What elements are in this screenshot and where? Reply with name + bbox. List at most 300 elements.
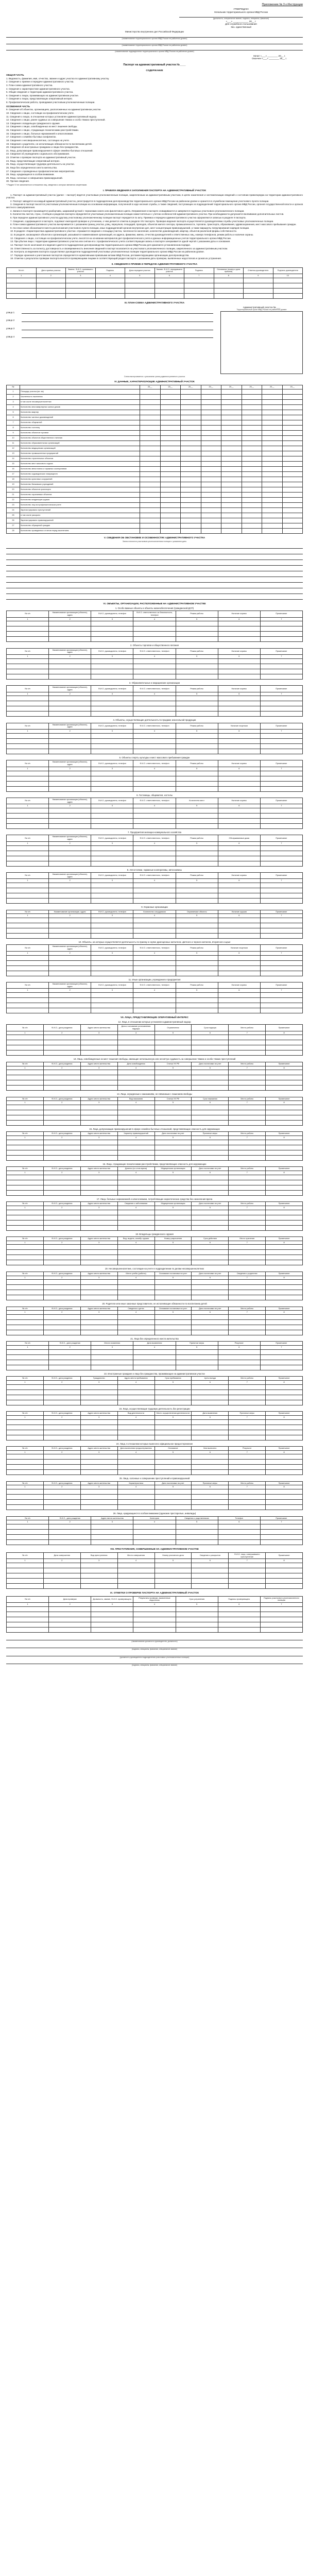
table-cell[interactable]: [154, 1080, 192, 1086]
table-cell[interactable]: [125, 278, 155, 283]
table-cell[interactable]: [49, 808, 91, 814]
table-cell[interactable]: [201, 410, 221, 415]
table-cell[interactable]: [140, 446, 161, 451]
table-cell[interactable]: [140, 425, 161, 430]
table-cell[interactable]: [221, 477, 242, 482]
table-cell[interactable]: [154, 1425, 192, 1430]
table-cell[interactable]: [218, 1530, 260, 1535]
table-cell[interactable]: [242, 523, 262, 528]
table-cell[interactable]: [49, 934, 91, 939]
table-cell[interactable]: [154, 1315, 192, 1320]
table-cell[interactable]: [7, 1110, 44, 1115]
table-cell[interactable]: [117, 1290, 154, 1295]
table-cell[interactable]: [160, 389, 181, 394]
table-cell[interactable]: [91, 899, 133, 904]
table-cell[interactable]: [282, 492, 303, 497]
table-cell[interactable]: [221, 513, 242, 518]
table-cell[interactable]: [266, 1070, 303, 1075]
table-cell[interactable]: [218, 1622, 260, 1627]
table-cell[interactable]: [7, 1210, 44, 1215]
table-cell[interactable]: [242, 487, 262, 492]
table-cell[interactable]: [221, 415, 242, 420]
table-cell[interactable]: [7, 1325, 44, 1330]
table-cell[interactable]: [266, 1295, 303, 1300]
table-cell[interactable]: [176, 711, 218, 717]
table-cell[interactable]: [262, 451, 283, 456]
table-cell[interactable]: [160, 420, 181, 425]
table-cell[interactable]: [49, 674, 91, 679]
table-cell[interactable]: [282, 394, 303, 399]
table-cell[interactable]: [80, 1220, 117, 1225]
table-cell[interactable]: [266, 1495, 303, 1500]
table-cell[interactable]: [7, 1045, 44, 1050]
table-cell[interactable]: [7, 1145, 44, 1150]
table-cell[interactable]: [192, 1260, 229, 1265]
table-cell[interactable]: [282, 430, 303, 435]
table-cell[interactable]: [43, 1245, 80, 1250]
table-cell[interactable]: [176, 899, 218, 904]
table-cell[interactable]: [95, 293, 125, 298]
table-cell[interactable]: [43, 1563, 80, 1568]
table-cell[interactable]: [133, 814, 176, 819]
table-cell[interactable]: [229, 1425, 266, 1430]
table-cell[interactable]: [192, 1115, 229, 1121]
table-cell[interactable]: [80, 1505, 117, 1510]
table-cell[interactable]: [140, 430, 161, 435]
table-cell[interactable]: [7, 1606, 49, 1612]
table-cell[interactable]: [49, 1612, 91, 1617]
table-cell[interactable]: [154, 1505, 192, 1510]
table-cell[interactable]: [260, 934, 302, 939]
table-cell[interactable]: [91, 664, 133, 669]
table-cell[interactable]: [80, 1086, 117, 1091]
table-cell[interactable]: [117, 1325, 154, 1330]
table-cell[interactable]: [80, 1280, 117, 1285]
table-cell[interactable]: [192, 1121, 229, 1126]
table-cell[interactable]: [43, 1295, 80, 1300]
table-cell[interactable]: [192, 1215, 229, 1220]
table-cell[interactable]: [117, 1384, 154, 1389]
table-cell[interactable]: [66, 283, 96, 288]
table-cell[interactable]: [91, 1627, 133, 1632]
table-cell[interactable]: [43, 1568, 80, 1573]
table-cell[interactable]: [7, 706, 49, 711]
table-cell[interactable]: [140, 528, 161, 533]
table-cell[interactable]: [43, 1255, 80, 1260]
table-cell[interactable]: [229, 1470, 266, 1475]
table-cell[interactable]: [201, 492, 221, 497]
table-cell[interactable]: [262, 389, 283, 394]
table-cell[interactable]: [43, 1075, 80, 1080]
table-cell[interactable]: [80, 1190, 117, 1195]
table-cell[interactable]: [242, 471, 262, 477]
table-cell[interactable]: [192, 1040, 229, 1045]
table-cell[interactable]: [176, 1627, 218, 1632]
table-cell[interactable]: [133, 819, 176, 824]
table-cell[interactable]: [91, 893, 133, 899]
table-cell[interactable]: [266, 1454, 303, 1460]
table-cell[interactable]: [7, 1500, 44, 1505]
table-cell[interactable]: [282, 425, 303, 430]
table-cell[interactable]: [117, 1086, 154, 1091]
table-cell[interactable]: [7, 632, 49, 637]
table-cell[interactable]: [80, 1115, 117, 1121]
table-cell[interactable]: [91, 637, 133, 642]
table-cell[interactable]: [49, 658, 91, 664]
table-cell[interactable]: [229, 1280, 266, 1285]
table-cell[interactable]: [117, 1245, 154, 1250]
table-cell[interactable]: [7, 1080, 44, 1086]
table-cell[interactable]: [176, 861, 218, 866]
table-cell[interactable]: [154, 1110, 192, 1115]
table-cell[interactable]: [133, 893, 176, 899]
table-cell[interactable]: [266, 1175, 303, 1180]
table-cell[interactable]: [260, 814, 302, 819]
table-cell[interactable]: [117, 1260, 154, 1265]
table-cell[interactable]: [160, 440, 181, 446]
table-cell[interactable]: [95, 283, 125, 288]
table-cell[interactable]: [80, 1500, 117, 1505]
table-cell[interactable]: [117, 1400, 154, 1405]
table-cell[interactable]: [262, 420, 283, 425]
table-cell[interactable]: [260, 1524, 302, 1530]
table-cell[interactable]: [117, 1080, 154, 1086]
table-cell[interactable]: [218, 674, 260, 679]
table-cell[interactable]: [218, 993, 260, 998]
table-cell[interactable]: [214, 278, 244, 283]
table-cell[interactable]: [160, 425, 181, 430]
table-cell[interactable]: [218, 733, 260, 738]
table-cell[interactable]: [181, 415, 201, 420]
table-cell[interactable]: [117, 1255, 154, 1260]
table-cell[interactable]: [221, 518, 242, 523]
table-cell[interactable]: [176, 993, 218, 998]
table-cell[interactable]: [201, 389, 221, 394]
table-cell[interactable]: [242, 410, 262, 415]
table-cell[interactable]: [49, 1003, 91, 1008]
table-cell[interactable]: [218, 776, 260, 781]
table-cell[interactable]: [192, 1384, 229, 1389]
table-cell[interactable]: [218, 1617, 260, 1622]
table-cell[interactable]: [154, 278, 184, 283]
table-cell[interactable]: [91, 771, 133, 776]
table-cell[interactable]: [133, 1008, 176, 1013]
table-cell[interactable]: [282, 523, 303, 528]
table-cell[interactable]: [242, 507, 262, 513]
table-cell[interactable]: [192, 1573, 229, 1578]
table-cell[interactable]: [91, 711, 133, 717]
table-cell[interactable]: [218, 861, 260, 866]
table-cell[interactable]: [140, 404, 161, 410]
table-cell[interactable]: [266, 1430, 303, 1435]
table-cell[interactable]: [221, 435, 242, 440]
table-cell[interactable]: [229, 1384, 266, 1389]
table-cell[interactable]: [176, 851, 218, 856]
table-cell[interactable]: [80, 1425, 117, 1430]
table-cell[interactable]: [154, 1220, 192, 1225]
table-cell[interactable]: [181, 435, 201, 440]
table-cell[interactable]: [7, 1425, 44, 1430]
table-cell[interactable]: [176, 749, 218, 754]
table-cell[interactable]: [282, 404, 303, 410]
table-cell[interactable]: [160, 451, 181, 456]
table-cell[interactable]: [260, 711, 302, 717]
table-cell[interactable]: [7, 1290, 44, 1295]
table-cell[interactable]: [221, 420, 242, 425]
table-cell[interactable]: [176, 893, 218, 899]
table-cell[interactable]: [140, 523, 161, 528]
table-cell[interactable]: [218, 814, 260, 819]
table-cell[interactable]: [218, 658, 260, 664]
table-cell[interactable]: [218, 738, 260, 743]
table-cell[interactable]: [244, 293, 273, 298]
table-cell[interactable]: [176, 856, 218, 861]
table-cell[interactable]: [266, 1489, 303, 1495]
table-cell[interactable]: [117, 1505, 154, 1510]
table-cell[interactable]: [43, 1260, 80, 1265]
table-cell[interactable]: [229, 1400, 266, 1405]
table-cell[interactable]: [244, 288, 273, 293]
table-cell[interactable]: [154, 1145, 192, 1150]
table-cell[interactable]: [80, 1285, 117, 1290]
table-cell[interactable]: [262, 497, 283, 502]
table-cell[interactable]: [266, 1419, 303, 1425]
table-cell[interactable]: [7, 674, 49, 679]
table-cell[interactable]: [266, 1140, 303, 1145]
table-cell[interactable]: [218, 851, 260, 856]
table-cell[interactable]: [154, 1225, 192, 1230]
table-cell[interactable]: [7, 1190, 44, 1195]
table-cell[interactable]: [154, 1495, 192, 1500]
table-cell[interactable]: [49, 856, 91, 861]
table-cell[interactable]: [133, 637, 176, 642]
table-cell[interactable]: [192, 1505, 229, 1510]
table-cell[interactable]: [242, 482, 262, 487]
table-cell[interactable]: [80, 1150, 117, 1155]
table-cell[interactable]: [140, 466, 161, 471]
table-cell[interactable]: [176, 1540, 218, 1545]
table-cell[interactable]: [192, 1035, 229, 1040]
table-cell[interactable]: [80, 1185, 117, 1190]
table-cell[interactable]: [218, 965, 260, 971]
table-cell[interactable]: [244, 278, 273, 283]
table-cell[interactable]: [154, 1175, 192, 1180]
table-cell[interactable]: [282, 477, 303, 482]
table-cell[interactable]: [242, 389, 262, 394]
table-cell[interactable]: [260, 781, 302, 786]
table-cell[interactable]: [36, 283, 66, 288]
table-cell[interactable]: [266, 1315, 303, 1320]
table-cell[interactable]: [80, 1315, 117, 1320]
table-cell[interactable]: [49, 781, 91, 786]
table-cell[interactable]: [91, 1354, 133, 1360]
table-cell[interactable]: [133, 786, 176, 791]
table-cell[interactable]: [154, 1215, 192, 1220]
table-cell[interactable]: [80, 1045, 117, 1050]
table-cell[interactable]: [7, 1349, 49, 1354]
table-cell[interactable]: [133, 851, 176, 856]
table-cell[interactable]: [176, 814, 218, 819]
table-cell[interactable]: [43, 1220, 80, 1225]
table-cell[interactable]: [201, 430, 221, 435]
table-cell[interactable]: [43, 1150, 80, 1155]
table-cell[interactable]: [176, 1360, 218, 1365]
table-cell[interactable]: [176, 998, 218, 1003]
table-cell[interactable]: [266, 1465, 303, 1470]
table-cell[interactable]: [80, 1040, 117, 1045]
table-cell[interactable]: [7, 786, 49, 791]
table-cell[interactable]: [117, 1121, 154, 1126]
table-cell[interactable]: [117, 1215, 154, 1220]
table-cell[interactable]: [7, 808, 49, 814]
table-cell[interactable]: [133, 971, 176, 976]
table-cell[interactable]: [160, 415, 181, 420]
table-cell[interactable]: [43, 1035, 80, 1040]
table-cell[interactable]: [192, 1045, 229, 1050]
table-cell[interactable]: [154, 1578, 192, 1583]
table-cell[interactable]: [80, 1460, 117, 1465]
table-cell[interactable]: [154, 1460, 192, 1465]
table-cell[interactable]: [91, 998, 133, 1003]
table-cell[interactable]: [7, 1395, 44, 1400]
table-cell[interactable]: [218, 664, 260, 669]
table-cell[interactable]: [7, 278, 37, 283]
table-cell[interactable]: [176, 955, 218, 960]
table-cell[interactable]: [229, 1215, 266, 1220]
table-cell[interactable]: [192, 1150, 229, 1155]
table-cell[interactable]: [229, 1315, 266, 1320]
table-cell[interactable]: [266, 1040, 303, 1045]
table-cell[interactable]: [43, 1290, 80, 1295]
table-cell[interactable]: [282, 461, 303, 466]
table-cell[interactable]: [260, 1540, 302, 1545]
ruled-line[interactable]: [6, 585, 303, 588]
ruled-line[interactable]: [6, 579, 303, 583]
table-cell[interactable]: [229, 1050, 266, 1056]
table-cell[interactable]: [266, 1035, 303, 1040]
table-cell[interactable]: [7, 1180, 44, 1185]
table-cell[interactable]: [133, 743, 176, 749]
table-cell[interactable]: [229, 1045, 266, 1050]
table-cell[interactable]: [262, 523, 283, 528]
table-cell[interactable]: [176, 621, 218, 626]
table-cell[interactable]: [43, 1140, 80, 1145]
table-cell[interactable]: [260, 1530, 302, 1535]
table-cell[interactable]: [218, 960, 260, 965]
table-cell[interactable]: [262, 425, 283, 430]
table-cell[interactable]: [7, 771, 49, 776]
table-cell[interactable]: [266, 1435, 303, 1440]
table-cell[interactable]: [133, 928, 176, 934]
table-cell[interactable]: [80, 1215, 117, 1220]
table-cell[interactable]: [221, 440, 242, 446]
table-cell[interactable]: [7, 1489, 44, 1495]
table-cell[interactable]: [229, 1320, 266, 1325]
table-cell[interactable]: [192, 1295, 229, 1300]
table-cell[interactable]: [266, 1500, 303, 1505]
table-cell[interactable]: [80, 1568, 117, 1573]
table-cell[interactable]: [125, 288, 155, 293]
table-cell[interactable]: [266, 1105, 303, 1110]
table-cell[interactable]: [117, 1454, 154, 1460]
table-cell[interactable]: [221, 487, 242, 492]
table-cell[interactable]: [229, 1454, 266, 1460]
ruled-line[interactable]: [6, 596, 303, 600]
table-cell[interactable]: [95, 278, 125, 283]
table-cell[interactable]: [49, 1365, 91, 1370]
table-cell[interactable]: [176, 771, 218, 776]
table-cell[interactable]: [80, 1384, 117, 1389]
table-cell[interactable]: [7, 1280, 44, 1285]
table-cell[interactable]: [266, 1400, 303, 1405]
table-cell[interactable]: [49, 1606, 91, 1612]
table-cell[interactable]: [176, 960, 218, 965]
table-cell[interactable]: [49, 1617, 91, 1622]
table-cell[interactable]: [49, 893, 91, 899]
table-cell[interactable]: [117, 1465, 154, 1470]
table-cell[interactable]: [266, 1460, 303, 1465]
table-cell[interactable]: [242, 456, 262, 461]
table-cell[interactable]: [43, 1285, 80, 1290]
table-cell[interactable]: [266, 1150, 303, 1155]
table-cell[interactable]: [176, 965, 218, 971]
table-cell[interactable]: [154, 293, 184, 298]
table-cell[interactable]: [229, 1435, 266, 1440]
table-cell[interactable]: [7, 1121, 44, 1126]
table-cell[interactable]: [133, 669, 176, 674]
table-cell[interactable]: [43, 1578, 80, 1583]
table-cell[interactable]: [242, 492, 262, 497]
table-cell[interactable]: [176, 1008, 218, 1013]
table-cell[interactable]: [260, 1617, 302, 1622]
table-cell[interactable]: [154, 1245, 192, 1250]
table-cell[interactable]: [7, 1155, 44, 1160]
table-cell[interactable]: [91, 824, 133, 829]
table-cell[interactable]: [117, 1320, 154, 1325]
table-cell[interactable]: [218, 771, 260, 776]
table-cell[interactable]: [176, 738, 218, 743]
table-cell[interactable]: [192, 1220, 229, 1225]
table-cell[interactable]: [218, 1354, 260, 1360]
table-cell[interactable]: [91, 1003, 133, 1008]
table-cell[interactable]: [192, 1145, 229, 1150]
table-cell[interactable]: [176, 923, 218, 928]
table-cell[interactable]: [117, 1430, 154, 1435]
table-cell[interactable]: [229, 1255, 266, 1260]
table-cell[interactable]: [176, 1003, 218, 1008]
table-cell[interactable]: [221, 446, 242, 451]
table-cell[interactable]: [192, 1105, 229, 1110]
table-cell[interactable]: [43, 1430, 80, 1435]
table-cell[interactable]: [80, 1295, 117, 1300]
table-cell[interactable]: [221, 404, 242, 410]
table-cell[interactable]: [176, 845, 218, 851]
table-cell[interactable]: [242, 415, 262, 420]
table-cell[interactable]: [260, 955, 302, 960]
table-cell[interactable]: [43, 1425, 80, 1430]
table-cell[interactable]: [160, 523, 181, 528]
table-cell[interactable]: [201, 497, 221, 502]
table-cell[interactable]: [80, 1495, 117, 1500]
table-cell[interactable]: [229, 1495, 266, 1500]
table-cell[interactable]: [192, 1389, 229, 1395]
table-cell[interactable]: [133, 738, 176, 743]
table-cell[interactable]: [154, 1115, 192, 1121]
table-cell[interactable]: [117, 1425, 154, 1430]
table-cell[interactable]: [201, 399, 221, 404]
table-cell[interactable]: [80, 1250, 117, 1255]
table-cell[interactable]: [260, 626, 302, 632]
